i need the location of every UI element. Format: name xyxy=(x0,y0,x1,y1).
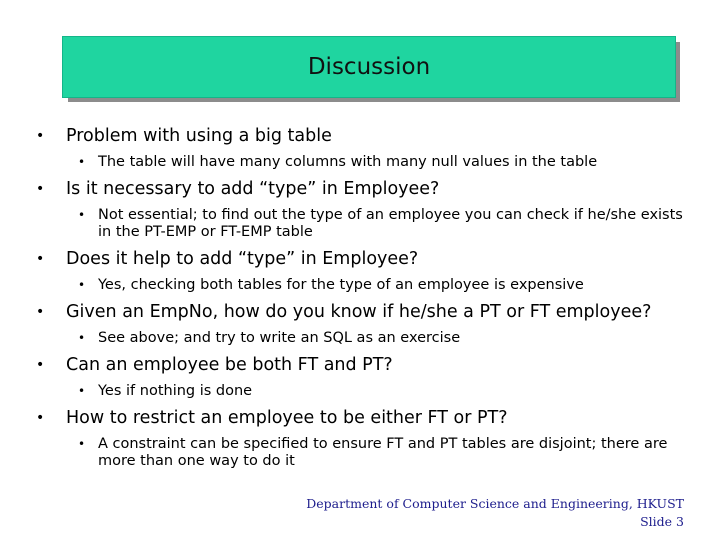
bullet-icon: • xyxy=(36,181,45,197)
bullet-icon: • xyxy=(36,304,45,320)
bullet-text: Does it help to add “type” in Employee? xyxy=(66,249,419,269)
sub-bullet-text: A constraint can be specified to ensure FT and PT tables are disjoint; there are more than one way to do it xyxy=(98,436,668,469)
sub-bullet-text: Yes if nothing is done xyxy=(98,383,253,399)
bullet-list xyxy=(36,120,686,476)
bullet-text: Is it necessary to add “type” in Employee? xyxy=(66,179,440,199)
sub-bullet-item xyxy=(70,277,686,294)
bullet-icon: • xyxy=(36,251,45,267)
slide-title: Discussion xyxy=(307,54,431,80)
bullet-item xyxy=(36,124,686,148)
slide-number: Slide 3 xyxy=(640,514,684,529)
bullet-icon: • xyxy=(78,384,86,398)
bullet-item xyxy=(36,300,686,324)
sub-bullet-item xyxy=(70,207,686,241)
bullet-item xyxy=(36,353,686,377)
footer-department: Department of Computer Science and Engineering, HKUST xyxy=(306,496,684,511)
bullet-item xyxy=(36,406,686,430)
bullet-icon: • xyxy=(78,437,86,451)
sub-bullet-text: Yes, checking both tables for the type of an employee is expensive xyxy=(98,277,584,293)
sub-bullet-text: See above; and try to write an SQL as an exercise xyxy=(98,330,461,346)
bullet-icon: • xyxy=(78,208,86,222)
title-box xyxy=(62,36,676,98)
bullet-text: Given an EmpNo, how do you know if he/she a PT or FT employee? xyxy=(66,302,652,322)
bullet-text: Problem with using a big table xyxy=(66,126,332,146)
sub-bullet-item xyxy=(70,383,686,400)
bullet-icon: • xyxy=(36,410,45,426)
bullet-icon: • xyxy=(36,357,45,373)
bullet-item xyxy=(36,177,686,201)
bullet-text: Can an employee be both FT and PT? xyxy=(66,355,393,375)
bullet-item xyxy=(36,247,686,271)
bullet-icon: • xyxy=(78,331,86,345)
sub-bullet-text: Not essential; to find out the type of an employee you can check if he/she exists in the PT-EMP or FT-EMP table xyxy=(98,207,683,240)
sub-bullet-item xyxy=(70,154,686,171)
sub-bullet-text: The table will have many columns with many null values in the table xyxy=(98,154,598,170)
bullet-icon: • xyxy=(78,155,86,169)
bullet-icon: • xyxy=(78,278,86,292)
slide-footer xyxy=(306,495,684,531)
sub-bullet-item xyxy=(70,436,686,470)
sub-bullet-item xyxy=(70,330,686,347)
bullet-text: How to restrict an employee to be either FT or PT? xyxy=(66,408,508,428)
bullet-icon: • xyxy=(36,128,45,144)
